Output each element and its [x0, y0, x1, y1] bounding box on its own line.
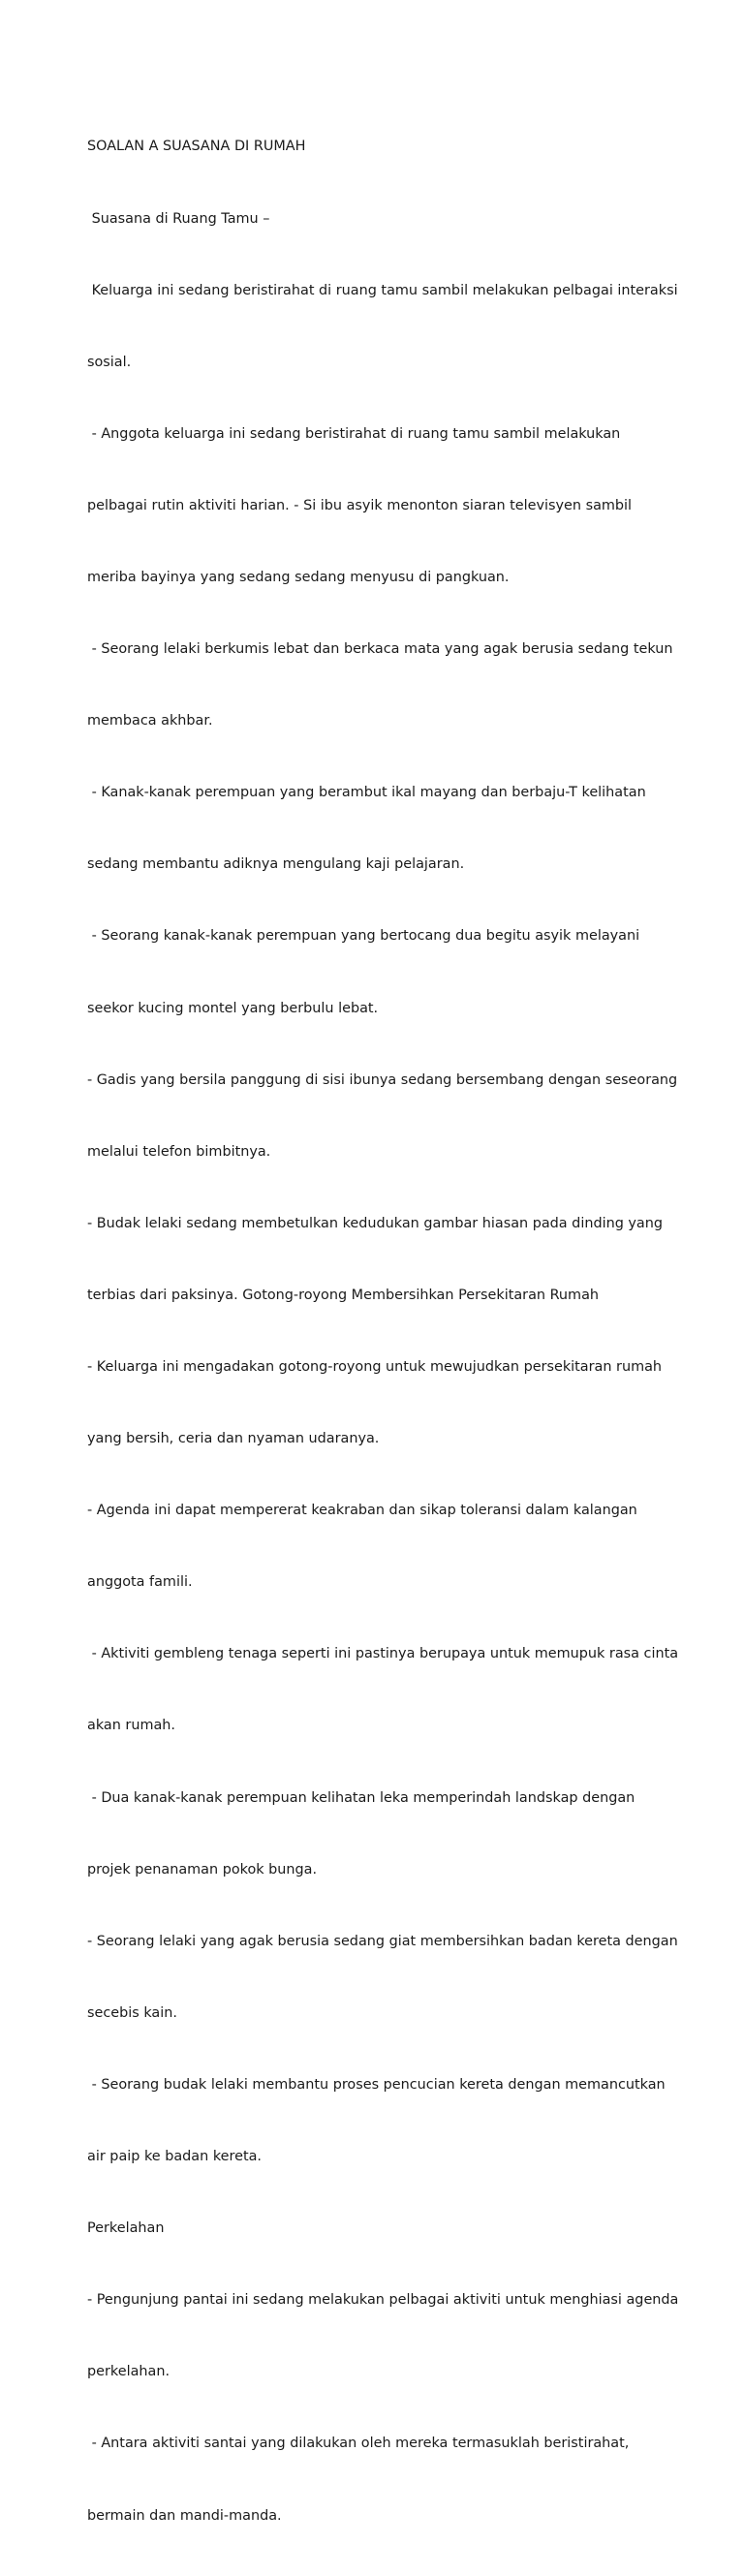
text-line: projek penanaman pokok bunga. — [87, 1861, 318, 1878]
text-line: air paip ke badan kereta. — [87, 2149, 262, 2165]
text-line: - Seorang kanak-kanak perempuan yang bertocang dua begitu asyik melayani — [87, 928, 640, 945]
text-line: bermain dan mandi-manda. — [87, 2507, 282, 2524]
text-line: pelbagai rutin aktiviti harian. - Si ibu asyik menonton siaran televisyen sambil — [87, 497, 633, 513]
section-heading-ruang-tamu: Suasana di Ruang Tamu – — [87, 210, 270, 227]
text-line: - Gadis yang bersila panggung di sisi ibunya sedang bersembang dengan seseorang — [87, 1071, 678, 1088]
text-line: - Seorang lelaki berkumis lebat dan berkaca mata yang agak berusia sedang tekun — [87, 641, 673, 658]
text-line: - Seorang lelaki yang agak berusia sedang giat membersihkan badan kereta dengan — [87, 1933, 678, 1949]
text-line: - Keluarga ini mengadakan gotong-royong untuk mewujudkan persekitaran rumah — [87, 1359, 663, 1375]
text-line: melalui telefon bimbitnya. — [87, 1143, 271, 1160]
text-line: seekor kucing montel yang berbulu lebat. — [87, 1000, 379, 1016]
text-line: - Kanak-kanak perempuan yang berambut ikal mayang dan berbaju-T kelihatan — [87, 785, 646, 801]
text-line: yang bersih, ceria dan nyaman udaranya. — [87, 1431, 380, 1447]
section-heading-perkelahan: Perkelahan — [87, 2220, 165, 2237]
document-title: SOALAN A SUASANA DI RUMAH — [87, 139, 306, 155]
text-line: - Budak lelaki sedang membetulkan kedudukan gambar hiasan pada dinding yang — [87, 1215, 663, 1231]
text-line: akan rumah. — [87, 1718, 175, 1734]
text-line: sosial. — [87, 354, 132, 370]
text-line: sedang membantu adiknya mengulang kaji pelajaran. — [87, 856, 465, 873]
text-line: membaca akhbar. — [87, 713, 213, 729]
text-line: - Dua kanak-kanak perempuan kelihatan leka memperindah landskap dengan — [87, 1789, 636, 1806]
text-line: - Agenda ini dapat mempererat keakraban dan sikap toleransi dalam kalangan — [87, 1503, 637, 1519]
text-line: terbias dari paksinya. Gotong-royong Membersihkan Persekitaran Rumah — [87, 1287, 600, 1303]
text-line: - Aktiviti gembleng tenaga seperti ini pastinya berupaya untuk memupuk rasa cinta — [87, 1646, 679, 1662]
text-line: Keluarga ini sedang beristirahat di ruang tamu sambil melakukan pelbagai interaksi — [87, 282, 678, 298]
text-line: - Anggota keluarga ini sedang beristirahat di ruang tamu sambil melakukan — [87, 425, 621, 442]
text-line: secebis kain. — [87, 2004, 177, 2021]
text-line: - Pengunjung pantai ini sedang melakukan pelbagai aktiviti untuk menghiasi agenda — [87, 2292, 679, 2309]
text-line: anggota famili. — [87, 1574, 193, 1591]
document-body — [87, 87, 679, 2576]
text-line: - Antara aktiviti santai yang dilakukan oleh mereka termasuklah beristirahat, — [87, 2436, 630, 2452]
text-line: - Seorang budak lelaki membantu proses pencucian kereta dengan memancutkan — [87, 2076, 666, 2093]
text-line: meriba bayinya yang sedang sedang menyusu di pangkuan. — [87, 569, 510, 585]
text-line: perkelahan. — [87, 2364, 170, 2380]
